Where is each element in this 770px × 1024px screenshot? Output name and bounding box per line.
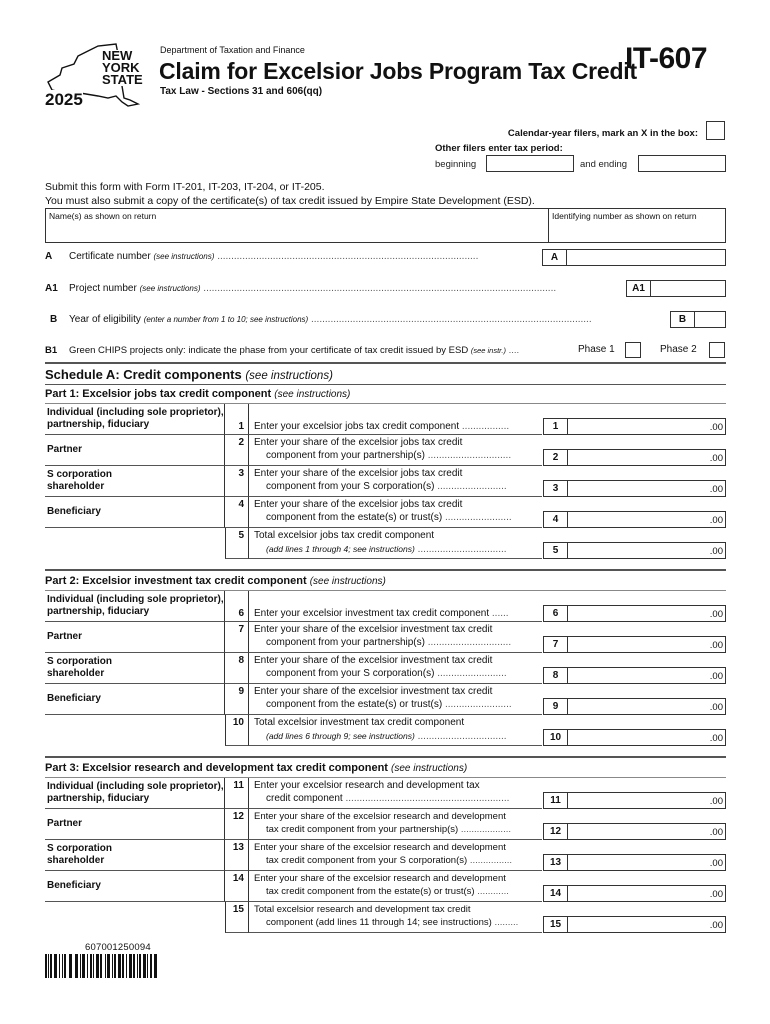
amount-input[interactable]: .00 — [709, 640, 723, 651]
amount-input[interactable]: .00 — [709, 671, 723, 682]
line-description: Enter your share of the excelsior investment tax credit component from your partnership(s) .............................. — [249, 622, 542, 653]
beginning-label: beginning — [435, 159, 477, 170]
filer-type: Individual (including sole proprietor), partnership, fiduciary — [45, 404, 225, 435]
line-description: Enter your share of the excelsior research and development tax credit component from your partnership(s) ................... — [249, 809, 542, 840]
filer-type: Individual (including sole proprietor), partnership, fiduciary — [45, 591, 225, 622]
leader-dots: .............................................................................................. — [217, 251, 479, 262]
line-note: (see instr.) — [470, 346, 506, 355]
line-3-amount-field[interactable]: 3 .00 — [543, 480, 726, 497]
amount-input[interactable]: .00 — [709, 920, 723, 931]
amount-input[interactable]: .00 — [709, 702, 723, 713]
line-6-amount-field[interactable]: 6 .00 — [543, 605, 726, 622]
filer-type: Beneficiary — [45, 497, 225, 528]
part1-row-5 — [45, 528, 726, 559]
line-number: 10 — [225, 715, 249, 746]
line-description: Enter your excelsior research and development tax credit component ........................................................... — [249, 778, 542, 809]
phase2-label: Phase 2 — [660, 344, 697, 355]
amount-input[interactable]: .00 — [709, 889, 723, 900]
line-11-amount-field[interactable]: 11 .00 — [543, 792, 726, 809]
amount-input[interactable]: .00 — [709, 609, 723, 620]
box-label: B — [671, 312, 695, 327]
line-description: Enter your share of the excelsior research and development tax credit component from your S corporation(s) ................ — [249, 840, 542, 871]
part1-row-3 — [45, 466, 726, 497]
line-8-amount-field[interactable]: 8 .00 — [543, 667, 726, 684]
filer-type — [45, 715, 225, 746]
page-title: Claim for Excelsior Jobs Program Tax Credit — [159, 58, 637, 84]
filer-type — [45, 528, 225, 559]
line-number: 5 — [225, 528, 249, 559]
line-5-amount-field[interactable]: 5 .00 — [543, 542, 726, 559]
line-b — [45, 314, 592, 325]
line-description: Total excelsior research and development tax credit component (add lines 11 through 14; see instructions) ......... — [249, 902, 542, 933]
ending-label: and ending — [580, 159, 628, 170]
line-b1 — [45, 345, 519, 356]
project-number-field[interactable] — [626, 280, 726, 297]
filer-type: S corporation shareholder — [45, 840, 225, 871]
part1-row-4 — [45, 497, 726, 528]
line-description: Enter your excelsior jobs tax credit component ................. — [249, 404, 542, 435]
amount-input[interactable]: .00 — [709, 546, 723, 557]
line-description: Enter your share of the excelsior jobs tax credit component from your S corporation(s) ......................... — [249, 466, 542, 497]
line-number: 2 — [225, 435, 249, 466]
barcode-number: 607001250094 — [85, 942, 151, 953]
calendar-year-checkbox[interactable] — [706, 121, 725, 140]
submit-instruction: Submit this form with Form IT-201, IT-203, IT-204, or IT-205. — [45, 181, 325, 193]
line-label: Project number — [69, 283, 137, 294]
line-2-amount-field[interactable]: 2 .00 — [543, 449, 726, 466]
filer-type: Beneficiary — [45, 871, 225, 902]
name-label: Name(s) as shown on return — [49, 211, 157, 221]
box-label: A — [543, 250, 567, 265]
form-number: IT-607 — [625, 42, 708, 75]
line-description: Total excelsior investment tax credit component (add lines 6 through 9; see instructions) ................................ — [249, 715, 542, 746]
line-a1 — [45, 283, 556, 294]
line-number: 9 — [225, 684, 249, 715]
phase1-checkbox[interactable] — [625, 342, 641, 358]
line-1-amount-field[interactable]: 1 .00 — [543, 418, 726, 435]
part1-row-1 — [45, 404, 726, 435]
line-description: Enter your excelsior investment tax credit component ...... — [249, 591, 542, 622]
amount-input[interactable]: .00 — [709, 796, 723, 807]
amount-input[interactable]: .00 — [709, 422, 723, 433]
filer-type: Partner — [45, 809, 225, 840]
filer-type: S corporation shareholder — [45, 653, 225, 684]
logo-line-york: YORK — [102, 60, 140, 75]
phase1-label: Phase 1 — [578, 344, 615, 355]
leader-dots: ..................................................................................................... — [311, 314, 592, 325]
certificate-number-field[interactable] — [542, 249, 726, 266]
beginning-date-input[interactable] — [486, 155, 574, 172]
leader-dots: .... — [508, 345, 520, 356]
year-of-eligibility-input[interactable] — [695, 312, 725, 327]
part3-row-11 — [45, 778, 726, 809]
calendar-year-label: Calendar-year filers, mark an X in the box: — [507, 128, 698, 139]
amount-input[interactable]: .00 — [709, 515, 723, 526]
line-14-amount-field[interactable]: 14 .00 — [543, 885, 726, 902]
line-description: Total excelsior jobs tax credit component (add lines 1 through 4; see instructions) ................................ — [249, 528, 542, 559]
line-number: 12 — [225, 809, 249, 840]
divider — [45, 756, 726, 758]
logo-line-state: STATE — [102, 72, 143, 87]
part3-row-12 — [45, 809, 726, 840]
nys-logo — [40, 40, 150, 112]
id-number-label: Identifying number as shown on return — [552, 211, 697, 221]
line-number: 11 — [225, 778, 249, 809]
schedule-note: (see instructions) — [245, 370, 333, 382]
line-number: 7 — [225, 622, 249, 653]
line-description: Enter your share of the excelsior investment tax credit component from the estate(s) or trust(s) ........................ — [249, 684, 542, 715]
filer-type: Partner — [45, 435, 225, 466]
line-description: Enter your share of the excelsior jobs tax credit component from your partnership(s) .............................. — [249, 435, 542, 466]
part3-row-13 — [45, 840, 726, 871]
line-key: B — [50, 314, 58, 325]
filer-type: Beneficiary — [45, 684, 225, 715]
part2-row-9 — [45, 684, 726, 715]
part1-row-2 — [45, 435, 726, 466]
line-number: 6 — [225, 591, 249, 622]
part2-row-8 — [45, 653, 726, 684]
form-year: 2025 — [45, 90, 83, 109]
line-13-amount-field[interactable]: 13 .00 — [543, 854, 726, 871]
line-15-amount-field[interactable]: 15 .00 — [543, 916, 726, 933]
line-key: A — [45, 251, 53, 262]
amount-input[interactable]: .00 — [709, 858, 723, 869]
department-name: Department of Taxation and Finance — [160, 45, 305, 55]
other-filers-label: Other filers enter tax period: — [435, 143, 563, 154]
barcode-icon — [45, 954, 195, 978]
line-label: Certificate number — [69, 251, 151, 262]
line-a — [45, 251, 478, 262]
part2-title: Part 2: Excelsior investment tax credit component (see instructions) — [45, 575, 386, 587]
amount-input[interactable]: .00 — [709, 453, 723, 464]
part3-row-15 — [45, 902, 726, 933]
id-number-input[interactable] — [549, 221, 725, 243]
divider — [45, 362, 726, 364]
amount-input[interactable]: .00 — [709, 733, 723, 744]
line-description: Enter your share of the excelsior jobs tax credit component from the estate(s) or trust(s) ........................ — [249, 497, 542, 528]
logo-line-new: NEW — [102, 48, 133, 63]
ending-date-input[interactable] — [638, 155, 726, 172]
line-4-amount-field[interactable]: 4 .00 — [543, 511, 726, 528]
filer-type: S corporation shareholder — [45, 466, 225, 497]
certificate-number-input[interactable] — [567, 250, 725, 265]
year-of-eligibility-field[interactable] — [670, 311, 726, 328]
line-number: 14 — [225, 871, 249, 902]
part2-row-7 — [45, 622, 726, 653]
line-key: A1 — [45, 283, 58, 294]
line-key: B1 — [45, 345, 58, 356]
line-number: 1 — [225, 404, 249, 435]
amount-input[interactable]: .00 — [709, 827, 723, 838]
part3-title: Part 3: Excelsior research and development tax credit component (see instructions) — [45, 762, 468, 774]
divider — [45, 384, 726, 385]
line-12-amount-field[interactable]: 12 .00 — [543, 823, 726, 840]
line-note: (see instructions) — [139, 284, 201, 293]
line-description: Enter your share of the excelsior research and development tax credit component from the estate(s) or trust(s) ............ — [249, 871, 542, 902]
filer-type — [45, 902, 225, 933]
box-label: A1 — [627, 281, 651, 296]
line-9-amount-field[interactable]: 9 .00 — [543, 698, 726, 715]
line-description: Enter your share of the excelsior investment tax credit component from your S corporation(s) ......................... — [249, 653, 542, 684]
page-subtitle: Tax Law - Sections 31 and 606(qq) — [160, 86, 323, 97]
project-number-input[interactable] — [651, 281, 725, 296]
name-input[interactable] — [46, 221, 548, 243]
line-number: 8 — [225, 653, 249, 684]
line-number: 13 — [225, 840, 249, 871]
filer-type: Partner — [45, 622, 225, 653]
line-number: 4 — [225, 497, 249, 528]
part2-row-10 — [45, 715, 726, 746]
phase2-checkbox[interactable] — [709, 342, 725, 358]
part2-row-6 — [45, 591, 726, 622]
line-number: 15 — [225, 902, 249, 933]
line-note: (see instructions) — [153, 252, 215, 261]
part1-title: Part 1: Excelsior jobs tax credit component (see instructions) — [45, 388, 351, 400]
line-number: 3 — [225, 466, 249, 497]
line-label: Year of eligibility — [69, 314, 141, 325]
line-7-amount-field[interactable]: 7 .00 — [543, 636, 726, 653]
certificate-instruction: You must also submit a copy of the certificate(s) of tax credit issued by Empire State Development (ESD). — [45, 195, 535, 207]
divider — [45, 569, 726, 571]
part3-row-14 — [45, 871, 726, 902]
filer-type: Individual (including sole proprietor), partnership, fiduciary — [45, 778, 225, 809]
identity-box — [45, 208, 726, 243]
line-10-amount-field[interactable]: 10 .00 — [543, 729, 726, 746]
line-label: Green CHIPS projects only: indicate the phase from your certificate of tax credit issued by ESD — [69, 345, 469, 356]
line-note: (enter a number from 1 to 10; see instructions) — [143, 315, 309, 324]
amount-input[interactable]: .00 — [709, 484, 723, 495]
schedule-title: Schedule A: Credit components (see instructions) — [45, 367, 333, 382]
leader-dots: ............................................................................................................................... — [203, 283, 557, 294]
